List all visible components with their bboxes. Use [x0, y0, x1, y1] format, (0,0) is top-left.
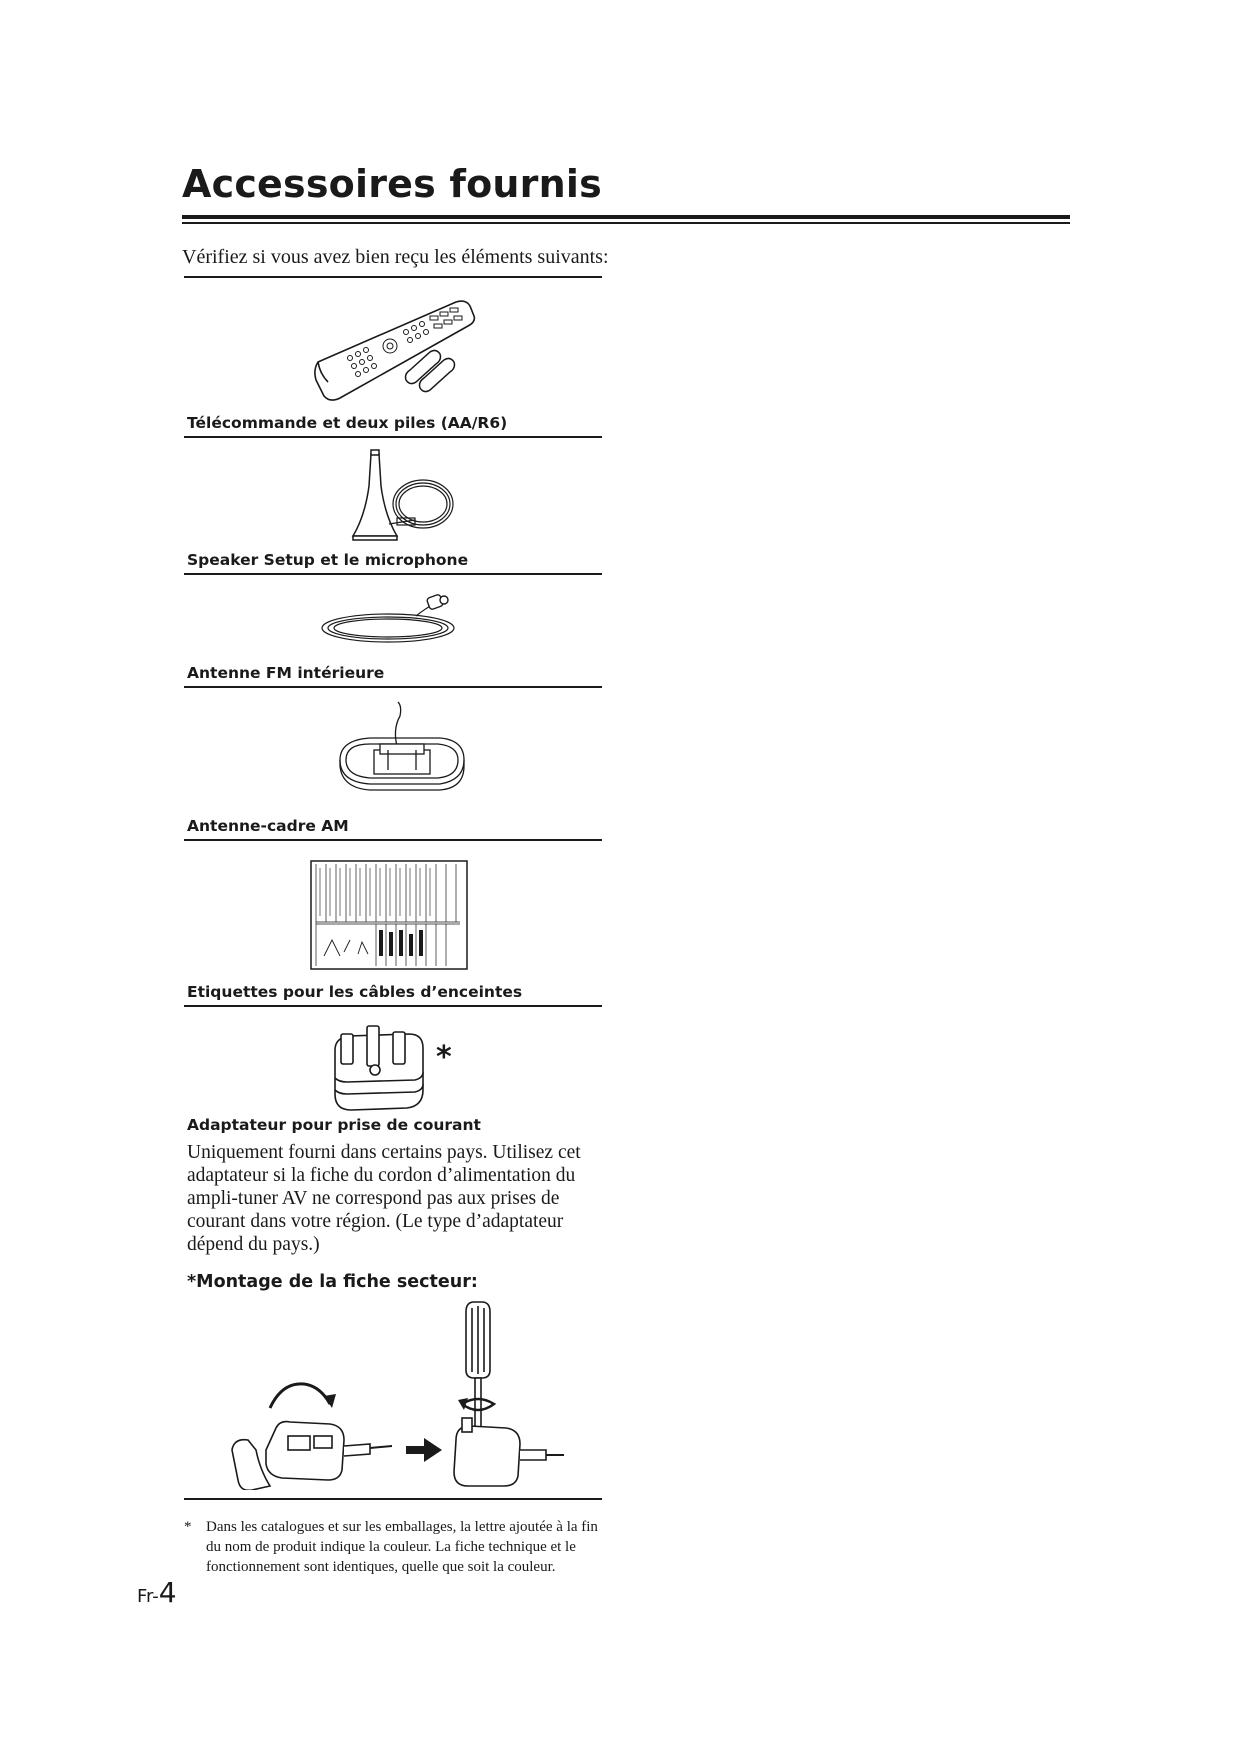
page-number-value: 4 — [158, 1576, 177, 1609]
plug-adapter-icon — [325, 1020, 435, 1115]
divider — [184, 686, 602, 688]
adapter-description: Uniquement fourni dans certains pays. Utilisez cet adaptateur si la fiche du cordon d’alimentation du ampli-tuner AV ne correspond pas aux prises de courant dans votre région. (Le type d’adaptateur dépend du pays.) — [187, 1142, 581, 1255]
item-label: Antenne-cadre AM — [187, 817, 349, 835]
remote-control-icon — [310, 290, 480, 410]
intro-text: Vérifiez si vous avez bien reçu les éléments suivants: — [182, 246, 609, 268]
item-label: Etiquettes pour les câbles d’enceintes — [187, 983, 523, 1001]
fm-antenna-icon — [316, 592, 466, 652]
mounting-heading: *Montage de la fiche secteur: — [187, 1272, 478, 1292]
microphone-icon — [345, 446, 460, 546]
plug-mounting-illustration-icon — [220, 1300, 565, 1490]
item-label: Adaptateur pour prise de courant — [187, 1116, 481, 1134]
title-rule-thin — [182, 222, 1070, 224]
footnote-text: Dans les catalogues et sur les emballages, la lettre ajoutée à la fin du nom de produit indique la couleur. La fiche technique et le fonctionnement sont identiques, quelle que soit la couleur. — [206, 1519, 598, 1575]
divider — [184, 1498, 602, 1500]
footnote-mark: * — [184, 1519, 192, 1535]
title-rule — [182, 215, 1070, 219]
divider — [184, 276, 602, 278]
divider — [184, 839, 602, 841]
am-loop-antenna-icon — [330, 700, 470, 800]
page-number — [137, 1576, 177, 1609]
page-title: Accessoires fournis — [182, 162, 602, 206]
item-label: Télécommande et deux piles (AA/R6) — [187, 414, 508, 432]
item-label: Speaker Setup et le microphone — [187, 551, 469, 569]
divider — [184, 1005, 602, 1007]
divider — [184, 436, 602, 438]
page-number-prefix: Fr- — [137, 1586, 159, 1607]
item-label: Antenne FM intérieure — [187, 664, 385, 682]
divider — [184, 573, 602, 575]
cable-labels-icon — [310, 860, 468, 970]
asterisk-marker: * — [436, 1040, 452, 1075]
